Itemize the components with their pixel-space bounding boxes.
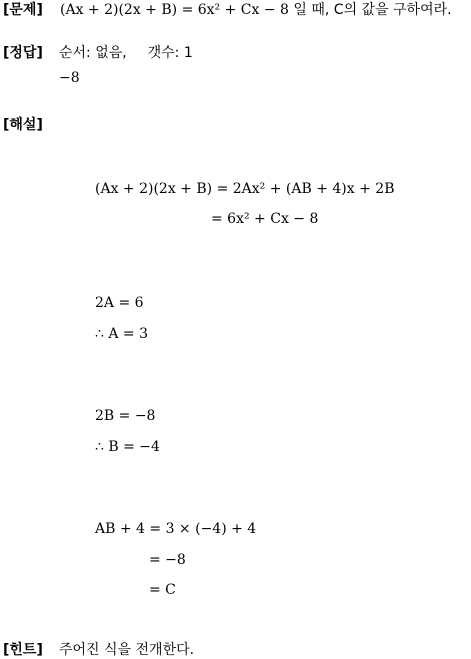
solution-c-line3: = C [149, 582, 176, 598]
solution-expand-line1: (Ax + 2)(2x + B) = 2Ax² + (AB + 4)x + 2B [95, 181, 395, 197]
solution-label: [해설] [3, 117, 43, 133]
solution-a-equation: 2A = 6 [95, 295, 144, 311]
problem-label: [문제] [3, 2, 43, 18]
solution-b-equation: 2B = −8 [95, 408, 156, 424]
answer-meta [59, 44, 193, 62]
hint-text: 주어진 식을 전개한다. [59, 642, 195, 658]
answer-count: 갯수: 1 [147, 45, 193, 61]
hint-label: [힌트] [3, 642, 43, 658]
solution-a-result: ∴ A = 3 [95, 326, 149, 342]
answer-order: 순서: 없음, [59, 45, 127, 61]
problem-equation: (Ax + 2)(2x + B) = 6x² + Cx − 8 [60, 2, 289, 18]
problem-question: 일 때, C의 값을 구하여라. [293, 2, 452, 18]
solution-expand-line2: = 6x² + Cx − 8 [211, 211, 319, 227]
answer-label: [정답] [3, 45, 43, 61]
answer-value: −8 [59, 70, 80, 86]
solution-b-result: ∴ B = −4 [95, 439, 160, 455]
solution-c-line2: = −8 [149, 552, 186, 568]
problem-statement [60, 1, 452, 19]
solution-c-line1: AB + 4 = 3 × (−4) + 4 [95, 521, 257, 537]
